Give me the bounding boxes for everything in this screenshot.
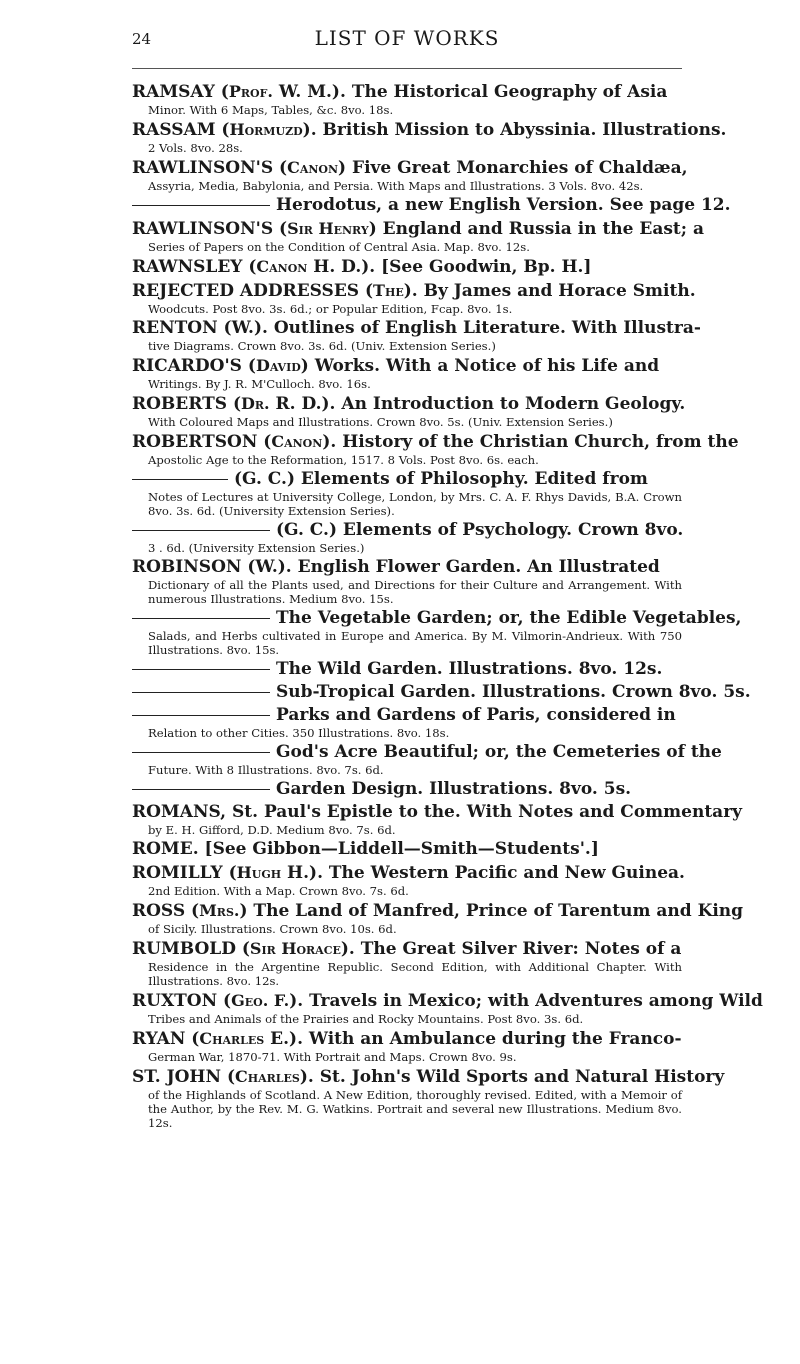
entry-heading-smallcaps: Hormuzd: [229, 120, 303, 139]
entry-heading-text: RENTON (W.). Outlines of English Literature. With Illustra-: [132, 318, 701, 338]
entry-detail: of Sicily. Illustrations. Crown 8vo. 10s. 6d.: [148, 922, 397, 936]
entry-detail: With Coloured Maps and Illustrations. Crown 8vo. 5s. (Univ. Extension Series.): [148, 415, 613, 429]
entry-heading-smallcaps: Charles: [199, 1029, 265, 1048]
entry-heading-text: ST. JOHN (: [132, 1067, 235, 1087]
entry-detail: Woodcuts. Post 8vo. 3s. 6d.; or Popular Edition, Fcap. 8vo. 1s.: [148, 302, 513, 316]
entry-heading-rest: ) Works. With a Notice of his Life and: [300, 356, 660, 376]
entry-detail: Salads, and Herbs cultivated in Europe and America. By M. Vilmorin-Andrieux. With 750 Illustrations. 8vo. 15s.: [148, 629, 682, 657]
entry-detail: Future. With 8 Illustrations. 8vo. 7s. 6d.: [148, 763, 384, 777]
entry-heading-rest: ). By James and Horace Smith.: [403, 281, 696, 301]
entry-heading: [132, 1028, 682, 1050]
catalogue-entry: [132, 900, 744, 936]
entry-heading-smallcaps: Sir Henry: [287, 219, 369, 238]
ditto-dash: [132, 669, 270, 670]
entry-heading: [132, 218, 704, 240]
page-number: 24: [132, 30, 152, 48]
catalogue-entry: [132, 393, 686, 429]
ditto-dash: [132, 692, 270, 693]
entry-heading: [132, 938, 682, 960]
entry-detail: tive Diagrams. Crown 8vo. 3s. 6d. (Univ. Extension Series.): [148, 339, 496, 353]
entry-heading-smallcaps: Prof.: [228, 82, 273, 101]
entry-heading-smallcaps: Dr.: [240, 394, 270, 413]
entry-heading: [132, 839, 682, 860]
catalogue-entry: [132, 659, 682, 680]
entry-heading: [132, 119, 727, 141]
entry-heading-rest: ) The Land of Manfred, Prince of Tarentum and King: [239, 901, 744, 921]
entry-heading-text: (G. C.) Elements of Philosophy. Edited from: [234, 469, 648, 489]
ditto-dash: [132, 789, 270, 790]
entry-heading-rest: H. D.). [See Goodwin, Bp. H.]: [307, 257, 592, 277]
catalogue-entry: [132, 742, 722, 777]
entry-heading-text: RASSAM (: [132, 120, 230, 140]
entry-heading-rest: ) England and Russia in the East; a: [368, 219, 704, 239]
entry-heading-text: Herodotus, a new English Version. See page 12.: [276, 195, 731, 215]
entry-detail: Notes of Lectures at University College, London, by Mrs. C. A. F. Rhys Davids, B.A. Crown 8vo. 3s. 6d. (University Extension Series).: [148, 490, 682, 518]
entry-detail: Relation to other Cities. 350 Illustrations. 8vo. 18s.: [148, 726, 450, 740]
entry-heading: [132, 557, 682, 578]
entry-heading: [132, 280, 696, 302]
entry-detail: Dictionary of all the Plants used, and Directions for their Culture and Arrangement. With numerous Illustrations. Medium 8vo. 15s.: [148, 578, 682, 606]
entry-heading-text: ROBERTSON (: [132, 432, 272, 452]
header-rule: [132, 68, 682, 69]
entry-heading-smallcaps: Canon: [256, 257, 308, 276]
entry-heading: [132, 355, 682, 377]
entry-heading: [132, 659, 682, 680]
catalogue-entry: [132, 195, 731, 216]
catalogue-entry: [132, 157, 688, 193]
catalogue-entry: [132, 520, 682, 555]
entry-heading: [132, 900, 744, 922]
entry-heading: [132, 682, 751, 703]
page-header: [132, 22, 682, 68]
entry-heading-text: RUXTON (: [132, 991, 232, 1011]
ditto-dash: [132, 479, 228, 480]
entry-heading-smallcaps: Canon: [271, 432, 323, 451]
entry-heading-rest: H.). The Western Pacific and New Guinea.: [281, 863, 685, 883]
entry-heading-text: Sub-Tropical Garden. Illustrations. Crown 8vo. 5s.: [276, 682, 751, 702]
entry-detail: Apostolic Age to the Reformation, 1517. 8 Vols. Post 8vo. 6s. each.: [148, 453, 539, 467]
entry-heading: [132, 393, 686, 415]
entry-heading: [132, 520, 682, 541]
catalogue-entry: [132, 839, 682, 860]
entry-heading-rest: ). British Mission to Abyssinia. Illustrations.: [302, 120, 727, 140]
entry-heading-rest: ) Five Great Monarchies of Chaldæa,: [338, 158, 688, 178]
entry-heading: [132, 705, 682, 726]
catalogue-entry: [132, 218, 704, 254]
entry-heading: [132, 990, 763, 1012]
ditto-dash: [132, 715, 270, 716]
catalogue-entry: [132, 1066, 725, 1130]
entry-heading-rest: W. M.). The Historical Geography of Asia: [273, 82, 668, 102]
entry-heading-smallcaps: Canon: [287, 158, 339, 177]
entry-heading-text: ROMANS, St. Paul's Epistle to the. With Notes and Commentary: [132, 802, 743, 822]
entry-heading-rest: ). History of the Christian Church, from the: [322, 432, 739, 452]
entry-heading: [132, 431, 739, 453]
entry-heading-text: REJECTED ADDRESSES (: [132, 281, 374, 301]
entry-heading-smallcaps: Charles: [235, 1067, 300, 1086]
entry-heading: [132, 608, 742, 629]
catalogue-entry: [132, 280, 696, 316]
ditto-dash: [132, 618, 270, 619]
entry-heading-text: RYAN (: [132, 1029, 200, 1049]
catalogue-entry: [132, 608, 742, 657]
catalogue-entry: [132, 938, 682, 988]
entry-heading: [132, 81, 682, 103]
entry-heading-text: ROBINSON (W.). English Flower Garden. An Illustrated: [132, 557, 660, 577]
catalogue-entry: [132, 256, 682, 278]
entry-heading-text: RUMBOLD (: [132, 939, 250, 959]
entry-heading-text: (G. C.) Elements of Psychology. Crown 8vo.: [276, 520, 684, 540]
entry-detail: Assyria, Media, Babylonia, and Persia. With Maps and Illustrations. 3 Vols. 8vo. 42s.: [148, 179, 644, 193]
entry-heading-smallcaps: Hugh: [236, 863, 282, 882]
entry-heading: [132, 469, 682, 490]
catalogue-entry: [132, 705, 682, 740]
entry-detail: 2 Vols. 8vo. 28s.: [148, 141, 243, 155]
catalogue-entry: [132, 81, 682, 117]
entry-heading-smallcaps: David: [255, 356, 301, 375]
entry-detail: Tribes and Animals of the Prairies and Rocky Mountains. Post 8vo. 3s. 6d.: [148, 1012, 584, 1026]
catalogue-entry: [132, 862, 685, 898]
entry-heading: [132, 1066, 725, 1088]
catalogue-entry: [132, 469, 682, 518]
entry-heading-text: RAWLINSON'S (: [132, 219, 288, 239]
entry-heading-text: ROME. [See Gibbon—Liddell—Smith—Students'.]: [132, 839, 599, 859]
entry-heading: [132, 195, 731, 216]
entry-heading-text: The Vegetable Garden; or, the Edible Vegetables,: [276, 608, 742, 628]
entry-heading-text: The Wild Garden. Illustrations. 8vo. 12s.: [276, 659, 663, 679]
entry-heading-text: Parks and Gardens of Paris, considered in: [276, 705, 676, 725]
entry-detail: 2nd Edition. With a Map. Crown 8vo. 7s. 6d.: [148, 884, 409, 898]
ditto-dash: [132, 530, 270, 531]
entry-detail: Writings. By J. R. M'Culloch. 8vo. 16s.: [148, 377, 371, 391]
entry-heading: [132, 802, 743, 823]
entry-detail: German War, 1870-71. With Portrait and Maps. Crown 8vo. 9s.: [148, 1050, 517, 1064]
entry-heading: [132, 318, 701, 339]
entry-heading: [132, 256, 682, 278]
entry-heading-rest: ). The Great Silver River: Notes of a: [340, 939, 682, 959]
entry-heading: [132, 862, 685, 884]
catalogue-entry: [132, 318, 701, 353]
entry-detail: Residence in the Argentine Republic. Second Edition, with Additional Chapter. With Illustrations. 8vo. 12s.: [148, 960, 682, 988]
catalogue-entry: [132, 355, 682, 391]
entry-detail: Minor. With 6 Maps, Tables, &c. 8vo. 18s.: [148, 103, 394, 117]
catalogue-entry: [132, 779, 682, 800]
entry-heading-text: RAWLINSON'S (: [132, 158, 288, 178]
catalogue-entry: [132, 557, 682, 606]
entry-heading-text: RICARDO'S (: [132, 356, 256, 376]
entry-heading-text: ROSS (: [132, 901, 200, 921]
entry-heading-smallcaps: Mrs.: [199, 901, 240, 920]
entry-heading: [132, 742, 722, 763]
running-title: LIST OF WORKS: [314, 26, 500, 50]
entry-heading-text: RAMSAY (: [132, 82, 229, 102]
entry-detail: by E. H. Gifford, D.D. Medium 8vo. 7s. 6d.: [148, 823, 396, 837]
entry-heading: [132, 157, 688, 179]
catalogue-entry: [132, 802, 743, 837]
catalogue-entry: [132, 1028, 682, 1064]
entry-heading-text: Garden Design. Illustrations. 8vo. 5s.: [276, 779, 632, 799]
ditto-dash: [132, 752, 270, 753]
entry-heading-text: God's Acre Beautiful; or, the Cemeteries of the: [276, 742, 722, 762]
ditto-dash: [132, 205, 270, 206]
catalogue-entry: [132, 431, 739, 467]
entry-heading: [132, 779, 682, 800]
entry-heading-smallcaps: Sir Horace: [249, 939, 341, 958]
catalogue-page: [0, 22, 800, 1364]
entry-detail: Series of Papers on the Condition of Central Asia. Map. 8vo. 12s.: [148, 240, 530, 254]
catalogue-entry: [132, 990, 763, 1026]
entry-heading-text: ROMILLY (: [132, 863, 237, 883]
entry-list: [132, 81, 763, 1130]
entry-heading-text: RAWNSLEY (: [132, 257, 257, 277]
catalogue-entry: [132, 119, 727, 155]
entry-heading-smallcaps: The: [373, 281, 404, 300]
entry-detail: of the Highlands of Scotland. A New Edition, thoroughly revised. Edited, with a Memoir of the Author, by the Rev. M. G. Watkins. Portrait and several new Illustrations. Medium 8vo. 12s.: [148, 1088, 682, 1130]
entry-heading-rest: ). Travels in Mexico; with Adventures among Wild: [289, 991, 763, 1011]
entry-heading-text: ROBERTS (: [132, 394, 241, 414]
entry-heading-smallcaps: Geo. F.: [231, 991, 290, 1010]
entry-detail: 3 . 6d. (University Extension Series.): [148, 541, 365, 555]
catalogue-entry: [132, 682, 751, 703]
entry-heading-rest: ). St. John's Wild Sports and Natural History: [299, 1067, 725, 1087]
entry-heading-rest: R. D.). An Introduction to Modern Geology.: [269, 394, 686, 414]
entry-heading-rest: E.). With an Ambulance during the Franco-: [264, 1029, 682, 1049]
